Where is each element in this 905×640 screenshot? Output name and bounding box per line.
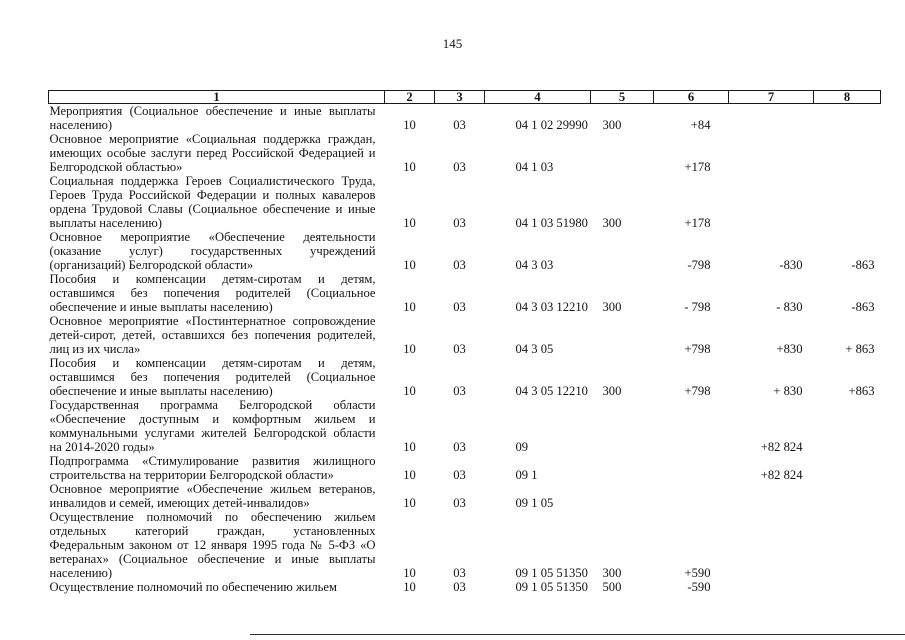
column-header: 8 xyxy=(814,91,881,104)
column-header: 1 xyxy=(49,91,385,104)
row-amount-year1: +178 xyxy=(684,160,711,174)
row-amount-year3: +863 xyxy=(848,384,875,398)
row-amount-year2: + 830 xyxy=(773,384,803,398)
row-subsection: 03 xyxy=(453,216,466,230)
row-expense-type: 300 xyxy=(602,300,622,314)
row-name: Основное мероприятие «Постинтернатное сопровождение детей-сирот, детей, оставшихся без попечения родителей, лиц из их числа» xyxy=(49,314,376,356)
row-subsection: 03 xyxy=(453,440,466,454)
row-section: 10 xyxy=(403,258,416,272)
row-name: Основное мероприятие «Обеспечение деятельности (оказание услуг) государственных учреждений (организаций) Белгородской области» xyxy=(49,230,376,272)
row-section: 10 xyxy=(403,566,416,580)
row-name: Основное мероприятие «Обеспечение жильем ветеранов, инвалидов и семей, имеющих детей-инвалидов» xyxy=(49,482,376,510)
table-row xyxy=(49,482,881,510)
column-header: 4 xyxy=(485,91,591,104)
row-name: Мероприятия (Социальное обеспечение и иные выплаты населению) xyxy=(49,104,376,132)
row-section: 10 xyxy=(403,300,416,314)
table-header-row xyxy=(49,91,881,104)
row-amount-year2 xyxy=(729,580,814,594)
row-expense-type: 300 xyxy=(602,566,622,580)
row-amount-year3 xyxy=(814,398,881,454)
row-target-code: 09 1 xyxy=(515,468,538,482)
column-header: 7 xyxy=(729,91,814,104)
row-amount-year2 xyxy=(729,174,814,230)
column-header: 3 xyxy=(435,91,485,104)
row-amount-year1: +178 xyxy=(684,216,711,230)
row-target-code: 09 1 05 xyxy=(515,496,554,510)
row-section: 10 xyxy=(403,440,416,454)
row-amount-year3: -863 xyxy=(851,258,875,272)
row-amount-year1 xyxy=(654,454,729,482)
row-amount-year2: -830 xyxy=(779,258,803,272)
row-target-code: 04 3 03 xyxy=(515,258,554,272)
row-target-code: 09 1 05 51350 xyxy=(515,566,588,580)
bottom-rule xyxy=(250,634,905,635)
row-amount-year2 xyxy=(729,104,814,133)
row-expense-type xyxy=(591,482,654,510)
row-amount-year1: -798 xyxy=(687,258,711,272)
row-amount-year2 xyxy=(729,482,814,510)
column-header: 6 xyxy=(654,91,729,104)
row-name: Осуществление полномочий по обеспечению жильем отдельных категорий граждан, установленных Федеральным законом от 12 января 1995 года № 5-ФЗ «О ветеранах» (Социальное обеспечение и иные выплаты населению) xyxy=(49,510,376,580)
row-amount-year3 xyxy=(814,132,881,174)
row-target-code: 04 3 03 12210 xyxy=(515,300,588,314)
row-subsection: 03 xyxy=(453,566,466,580)
row-subsection: 03 xyxy=(453,118,466,132)
page-number: 145 xyxy=(442,36,463,51)
row-amount-year3 xyxy=(814,510,881,580)
row-name: Подпрограмма «Стимулирование развития жилищного строительства на территории Белгородской области» xyxy=(49,454,376,482)
row-amount-year1: +84 xyxy=(690,118,711,132)
row-subsection: 03 xyxy=(453,496,466,510)
row-target-code: 04 1 03 51980 xyxy=(515,216,588,230)
row-expense-type: 300 xyxy=(602,384,622,398)
row-subsection: 03 xyxy=(453,342,466,356)
row-amount-year1: +590 xyxy=(684,566,711,580)
row-target-code: 09 xyxy=(515,440,529,454)
table-row xyxy=(49,272,881,314)
row-section: 10 xyxy=(403,384,416,398)
row-target-code: 04 3 05 12210 xyxy=(515,384,588,398)
row-expense-type: 500 xyxy=(602,580,622,594)
row-expense-type xyxy=(591,132,654,174)
row-amount-year1: -590 xyxy=(687,580,711,594)
row-section: 10 xyxy=(403,496,416,510)
row-subsection: 03 xyxy=(453,468,466,482)
row-amount-year1 xyxy=(654,398,729,454)
row-expense-type xyxy=(591,314,654,356)
row-expense-type: 300 xyxy=(602,216,622,230)
row-amount-year1 xyxy=(654,482,729,510)
row-expense-type xyxy=(591,230,654,272)
row-section: 10 xyxy=(403,468,416,482)
row-amount-year2: +82 824 xyxy=(760,440,803,454)
row-amount-year3: -863 xyxy=(851,300,875,314)
column-header: 5 xyxy=(591,91,654,104)
row-amount-year1: +798 xyxy=(684,342,711,356)
row-amount-year3 xyxy=(814,454,881,482)
table-row xyxy=(49,398,881,454)
row-section: 10 xyxy=(403,342,416,356)
row-amount-year2: +82 824 xyxy=(760,468,803,482)
row-subsection: 03 xyxy=(453,258,466,272)
row-section: 10 xyxy=(403,160,416,174)
row-amount-year1: +798 xyxy=(684,384,711,398)
table-row xyxy=(49,510,881,580)
table-row xyxy=(49,580,881,594)
row-expense-type: 300 xyxy=(602,118,622,132)
row-amount-year1: - 798 xyxy=(684,300,711,314)
table-row xyxy=(49,174,881,230)
row-subsection: 03 xyxy=(453,384,466,398)
row-expense-type xyxy=(591,398,654,454)
row-amount-year2: +830 xyxy=(776,342,803,356)
row-section: 10 xyxy=(403,118,416,132)
row-subsection: 03 xyxy=(453,300,466,314)
table-row xyxy=(49,104,881,133)
row-name: Социальная поддержка Героев Социалистического Труда, Героев Труда Российской Федерации и полных кавалеров ордена Трудовой Славы (Социальное обеспечение и иные выплаты населению) xyxy=(49,174,376,230)
row-amount-year2: - 830 xyxy=(776,300,803,314)
row-subsection: 03 xyxy=(453,160,466,174)
table-row xyxy=(49,132,881,174)
row-amount-year3 xyxy=(814,104,881,133)
row-target-code: 04 3 05 xyxy=(515,342,554,356)
row-section: 10 xyxy=(403,580,416,594)
row-target-code: 04 1 03 xyxy=(515,160,554,174)
table-row xyxy=(49,356,881,398)
row-amount-year2 xyxy=(729,132,814,174)
table-row xyxy=(49,314,881,356)
row-amount-year3 xyxy=(814,580,881,594)
row-name: Пособия и компенсации детям-сиротам и детям, оставшимся без попечения родителей (Социальное обеспечение и иные выплаты населению) xyxy=(49,272,376,314)
row-name: Осуществление полномочий по обеспечению жильем xyxy=(49,580,337,594)
row-amount-year3: + 863 xyxy=(845,342,875,356)
table-body xyxy=(49,104,881,595)
row-section: 10 xyxy=(403,216,416,230)
row-target-code: 04 1 02 29990 xyxy=(515,118,588,132)
row-amount-year3 xyxy=(814,482,881,510)
table-row xyxy=(49,230,881,272)
budget-table xyxy=(48,90,881,594)
row-amount-year3 xyxy=(814,174,881,230)
row-amount-year2 xyxy=(729,510,814,580)
row-name: Государственная программа Белгородской области «Обеспечение доступным и комфортным жильем и коммунальными услугами жителей Белгородской области на 2014-2020 годы» xyxy=(49,398,376,454)
row-name: Пособия и компенсации детям-сиротам и детям, оставшимся без попечения родителей (Социальное обеспечение и иные выплаты населению) xyxy=(49,356,376,398)
row-name: Основное мероприятие «Социальная поддержка граждан, имеющих особые заслуги перед Российской Федерацией и Белгородской областью» xyxy=(49,132,376,174)
table-row xyxy=(49,454,881,482)
row-target-code: 09 1 05 51350 xyxy=(515,580,588,594)
row-subsection: 03 xyxy=(453,580,466,594)
row-expense-type xyxy=(591,454,654,482)
column-header: 2 xyxy=(385,91,435,104)
